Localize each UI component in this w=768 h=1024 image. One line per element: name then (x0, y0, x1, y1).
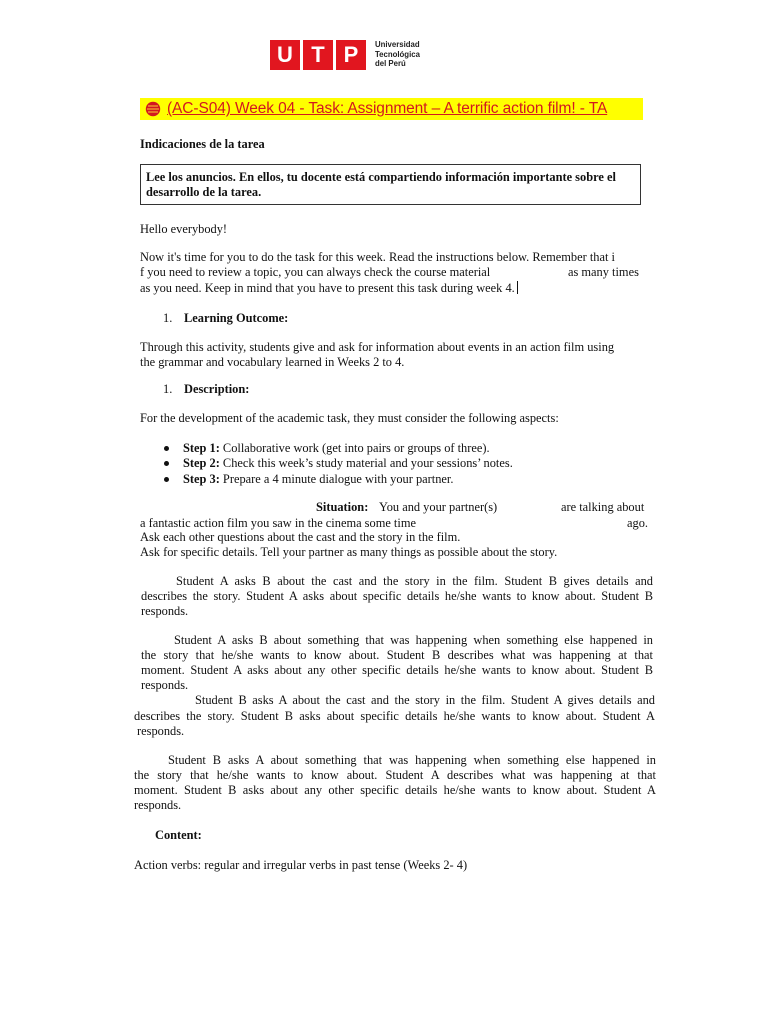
logo-letter-u: U (270, 40, 300, 70)
bullet-icon (164, 477, 169, 482)
para-a2-line-4: responds. (141, 678, 189, 692)
para-a2-line-1: Student A asks B about something that was happening when something else happened in (174, 633, 653, 647)
intro-line-3-text: as you need. Keep in mind that you have to present this task during week 4. (140, 281, 515, 295)
para-b1-line-3: responds. (137, 724, 185, 738)
list-item (160, 472, 513, 487)
page-title[interactable]: (AC-S04) Week 04 - Task: Assignment – A terrific action film! - TA (167, 100, 608, 117)
logo-letter-p: P (336, 40, 366, 70)
intro-line-3 (140, 281, 518, 296)
step-text: Prepare a 4 minute dialogue with your partner. (219, 471, 454, 486)
step-label: Step 1: (183, 441, 220, 455)
para-b1-line-2: describes the story. Student B asks about specific details he/she wants to know about. Student A (134, 709, 655, 723)
steps-list (160, 441, 513, 487)
logo-letter-t: T (303, 40, 333, 70)
step-label: Step 3: (183, 471, 220, 486)
step-label: Step 2: (183, 456, 220, 471)
situation-text-b: are talking about (561, 500, 645, 514)
situation-line-2a: a fantastic action film you saw in the cinema some time (140, 516, 416, 530)
para-a1-line-2: describes the story. Student A asks about specific details he/she wants to know about. Student B (141, 589, 653, 603)
para-b1-line-1: Student B asks A about the cast and the story in the film. Student A gives details and (195, 693, 655, 707)
list-item (160, 441, 513, 456)
outcome-line-1: Through this activity, students give and ask for information about events in an action film using (140, 340, 615, 354)
step-text: Collaborative work (get into pairs or groups of three). (219, 441, 490, 455)
section-number-2: 1. (163, 382, 173, 396)
para-a1-line-1: Student A asks B about the cast and the story in the film. Student B gives details and (176, 574, 653, 588)
logo-line-3: del Perú (375, 59, 406, 68)
section-heading-learning-outcome: Learning Outcome: (184, 311, 289, 325)
text-cursor (517, 281, 518, 294)
para-a1-line-3: responds. (141, 604, 189, 618)
situation-text-a: You and your partner(s) (379, 500, 498, 514)
para-a2-line-2: the story that he/she wants to know about. Student B describes what was happening at that (141, 648, 653, 662)
utp-logo (270, 40, 366, 70)
no-entry-icon (145, 101, 161, 117)
list-item (160, 456, 513, 471)
section-heading-description: Description: (184, 382, 250, 396)
description-intro: For the development of the academic task, they must consider the following aspects: (140, 411, 559, 425)
logo-line-1: Universidad (375, 40, 420, 49)
para-b2-line-1: Student B asks A about something that was happening when something else happened in (168, 753, 656, 767)
outcome-line-2: the grammar and vocabulary learned in Weeks 2 to 4. (140, 355, 405, 369)
section-number-1: 1. (163, 311, 173, 325)
intro-line-2b: as many times (568, 265, 639, 279)
para-b2-line-2: the story that he/she wants to know about. Student A describes what was happening at that (134, 768, 656, 782)
para-b2-line-3: moment. Student B asks about any other specific details he/she wants to know about. Student A (134, 783, 656, 797)
logo-text (375, 40, 420, 69)
bullet-icon (164, 446, 169, 451)
step-text: Check this week’s study material and your sessions’ notes. (219, 456, 513, 471)
situation-label: Situation: (316, 500, 369, 514)
situation-line-3: Ask each other questions about the cast and the story in the film. (140, 530, 461, 544)
greeting: Hello everybody! (140, 222, 228, 236)
situation-line-4: Ask for specific details. Tell your partner as many things as possible about the story. (140, 545, 558, 559)
intro-line-2a: f you need to review a topic, you can always check the course material (140, 265, 491, 279)
intro-line-1: Now it's time for you to do the task for this week. Read the instructions below. Remember that i (140, 250, 615, 264)
situation-line-2b: ago. (627, 516, 648, 530)
para-b2-line-4: responds. (134, 798, 182, 812)
para-a2-line-3: moment. Student A asks about any other specific details he/she wants to know about. Student B (141, 663, 653, 677)
content-text: Action verbs: regular and irregular verbs in past tense (Weeks 2- 4) (134, 858, 468, 872)
logo-line-2: Tecnológica (375, 49, 420, 59)
notice-text: Lee los anuncios. En ellos, tu docente está compartiendo información importante sobre el desarrollo de la tarea. (146, 170, 616, 200)
section-heading-content: Content: (155, 828, 202, 842)
bullet-icon (164, 461, 169, 466)
section-heading-indicaciones: Indicaciones de la tarea (140, 137, 265, 151)
